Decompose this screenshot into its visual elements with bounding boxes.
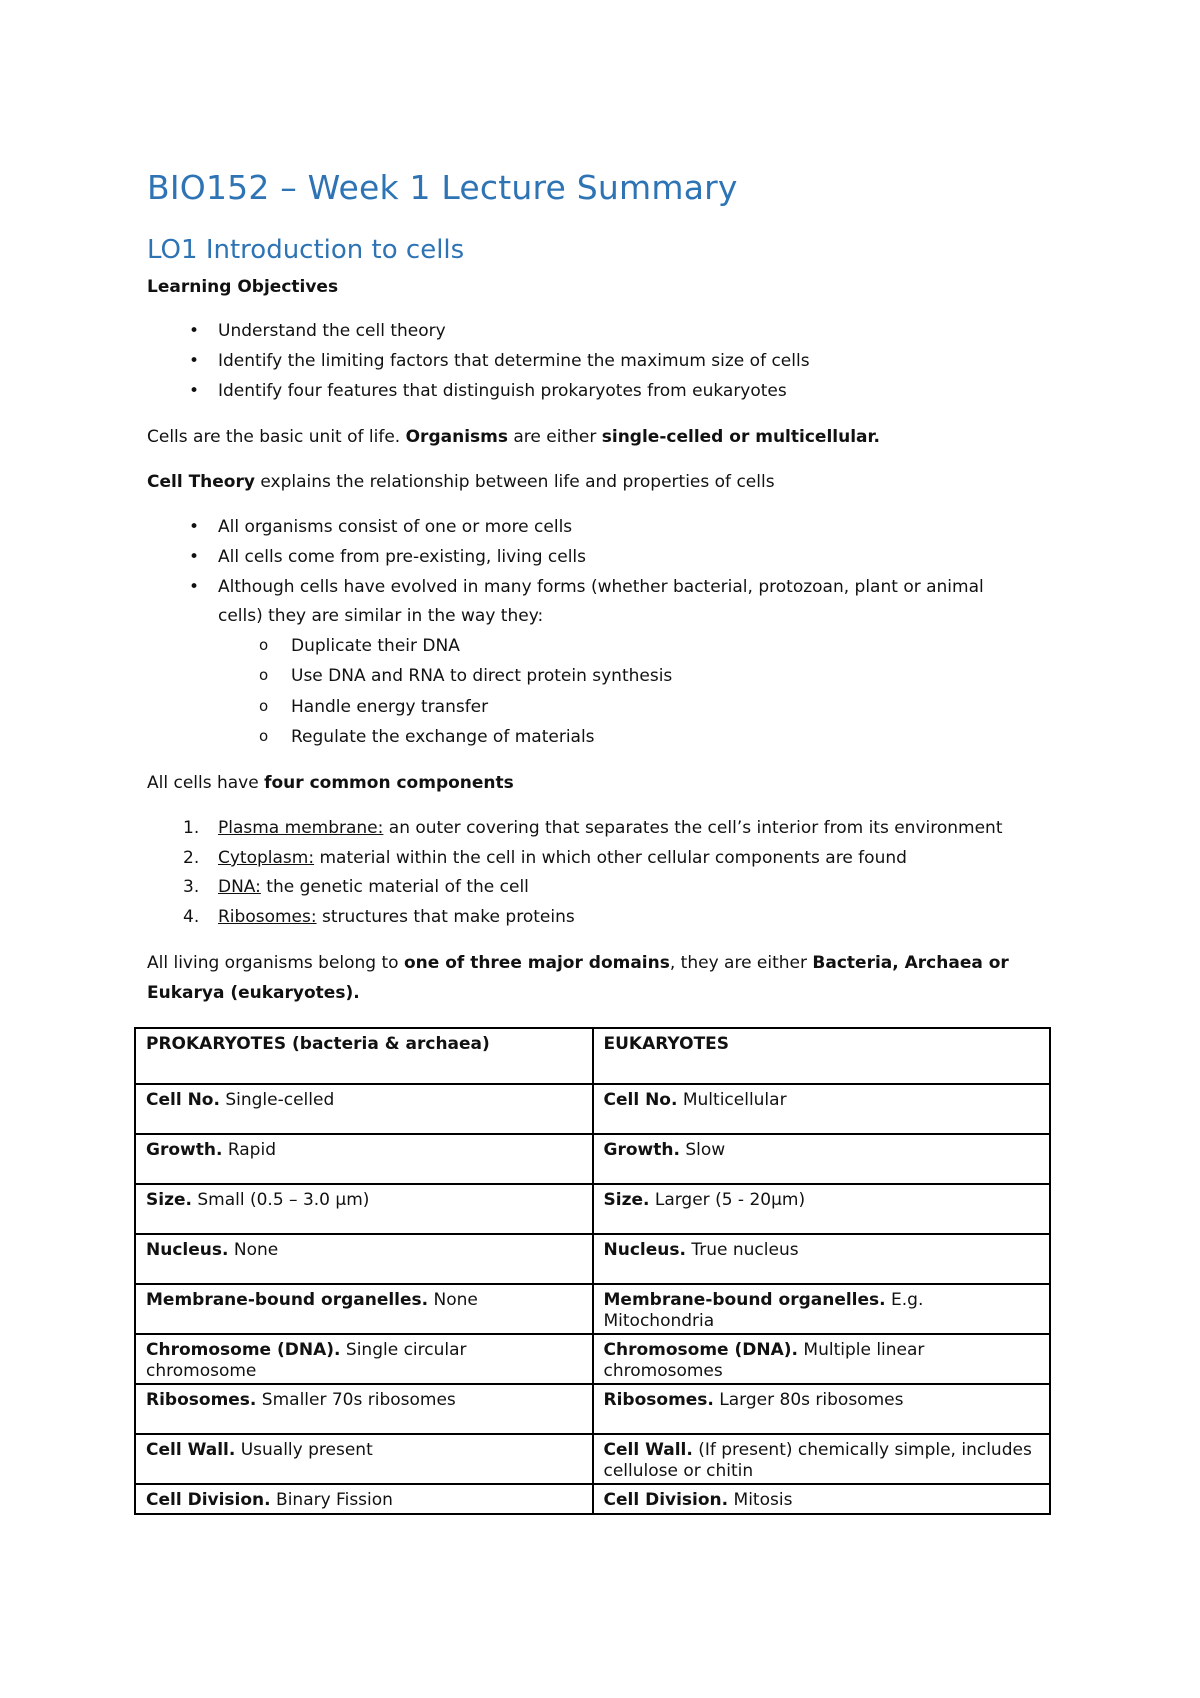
table-cell: Ribosomes. Larger 80s ribosomes bbox=[593, 1384, 1051, 1434]
table-cell: Membrane-bound organelles. None bbox=[135, 1284, 593, 1334]
table-cell: Growth. Rapid bbox=[135, 1134, 593, 1184]
table-cell: Cell No. Multicellular bbox=[593, 1084, 1051, 1134]
table-row bbox=[135, 1384, 1050, 1434]
table-row bbox=[135, 1484, 1050, 1514]
table-cell: Nucleus. True nucleus bbox=[593, 1234, 1051, 1284]
bullet-icon: • bbox=[188, 547, 200, 567]
table-row bbox=[135, 1134, 1050, 1184]
circle-bullet-icon: o bbox=[259, 697, 269, 715]
table-cell: Membrane-bound organelles. E.g. Mitochondria bbox=[593, 1284, 1051, 1334]
circle-bullet-icon: o bbox=[259, 636, 269, 654]
paragraph-domains: All living organisms belong to one of three major domains, they are either Bacteria, Archaea or bbox=[147, 953, 1009, 973]
table-cell: Size. Larger (5 - 20µm) bbox=[593, 1184, 1051, 1234]
table-header-prokaryotes: PROKARYOTES (bacteria & archaea) bbox=[135, 1028, 593, 1084]
table-cell: Size. Small (0.5 – 3.0 µm) bbox=[135, 1184, 593, 1234]
table-cell: Cell Division. Mitosis bbox=[593, 1484, 1051, 1514]
table-cell: Chromosome (DNA). Multiple linear chromosomes bbox=[593, 1334, 1051, 1384]
document-page: BIO152 – Week 1 Lecture Summary LO1 Introduction to cells Learning Objectives • Understand the cell theory • Identify the limiting factors that determine the maximum size of cells • Identify four features that distinguish prokaryotes from eukaryotes Cells are the basic unit of life. Organisms are either single-celled or multicellular. Cell Theory explains the relationship between life and properties of cells • All organisms consist of one or more cells • All cells come from pre-existing, living cells • Although cells have evolved in many forms (whether bacterial, protozoan, plant or animal cells) they are similar in the way they: o Duplicate their DNA o Use DNA and RNA to direct protein synthesis o Handle energy transfer o Regulate the exchange of materials All cells have four common components 1. Plasma membrane: an outer covering that separates the cell’s interior from its environment 2. Cytoplasm: material within the cell in which other cellular components are found 3. DNA: the genetic material of the cell 4. Ribosomes: structures that make proteins All living organisms belong to one of three major domains, they are either Bacteria, Archaea or Eukarya (eukaryotes). PROKARYOTES (bacteria & archaea) EUKARYOTES Cell No. Single-celled Cell No. Multicellular Growth. Rapid Growth. Slow Size. Small (0.5 – 3.0 µm) Size. Larger (5 - 20µm) Nucleus. None Nucleus. True nucleus Membrane-bound organelles. None Membrane-bound organelles. E.g. Mitochondria Chromosome (DNA). Single circular chromosome Chromosome (DNA). Multiple linear chromosomes Ribosomes. Smaller 70s ribosomes Ribosomes. Larger 80s ribosomes Cell Wall. Usually present Cell Wall. (If present) chemically simple, includes cellulose or chitin Cell Division. Binary Fission Cell Division. Mitosis bbox=[0, 0, 1200, 1698]
table-cell: Ribosomes. Smaller 70s ribosomes bbox=[135, 1384, 593, 1434]
table-cell: Nucleus. None bbox=[135, 1234, 593, 1284]
bullet-icon: • bbox=[188, 381, 200, 401]
table-row bbox=[135, 1184, 1050, 1234]
table-row bbox=[135, 1284, 1050, 1334]
learning-objectives-label: Learning Objectives bbox=[147, 277, 339, 297]
table-header-row bbox=[135, 1028, 1050, 1084]
circle-bullet-icon: o bbox=[259, 727, 269, 745]
paragraph-cell-theory: Cell Theory explains the relationship between life and properties of cells bbox=[147, 472, 775, 492]
table-row bbox=[135, 1434, 1050, 1484]
table-row bbox=[135, 1334, 1050, 1384]
bullet-icon: • bbox=[188, 577, 200, 597]
table-cell: Cell Division. Binary Fission bbox=[135, 1484, 593, 1514]
table-cell: Growth. Slow bbox=[593, 1134, 1051, 1184]
bullet-icon: • bbox=[188, 351, 200, 371]
circle-bullet-icon: o bbox=[259, 666, 269, 684]
table-cell: Chromosome (DNA). Single circular chromosome bbox=[135, 1334, 593, 1384]
bullet-icon: • bbox=[188, 321, 200, 341]
document-title: BIO152 – Week 1 Lecture Summary bbox=[147, 168, 738, 207]
table-row bbox=[135, 1084, 1050, 1134]
table-header-eukaryotes: EUKARYOTES bbox=[593, 1028, 1051, 1084]
paragraph-basic-unit: Cells are the basic unit of life. Organisms are either single-celled or multicellular. bbox=[147, 427, 880, 447]
paragraph-domains-continuation: Eukarya (eukaryotes). bbox=[147, 983, 360, 1003]
table-row bbox=[135, 1234, 1050, 1284]
table-cell: Cell Wall. (If present) chemically simple, includes cellulose or chitin bbox=[593, 1434, 1051, 1484]
paragraph-components: All cells have four common components bbox=[147, 773, 514, 793]
bullet-icon: • bbox=[188, 517, 200, 537]
table-cell: Cell No. Single-celled bbox=[135, 1084, 593, 1134]
table-cell: Cell Wall. Usually present bbox=[135, 1434, 593, 1484]
prokaryote-eukaryote-table bbox=[134, 1027, 1051, 1515]
section-heading: LO1 Introduction to cells bbox=[147, 235, 465, 265]
